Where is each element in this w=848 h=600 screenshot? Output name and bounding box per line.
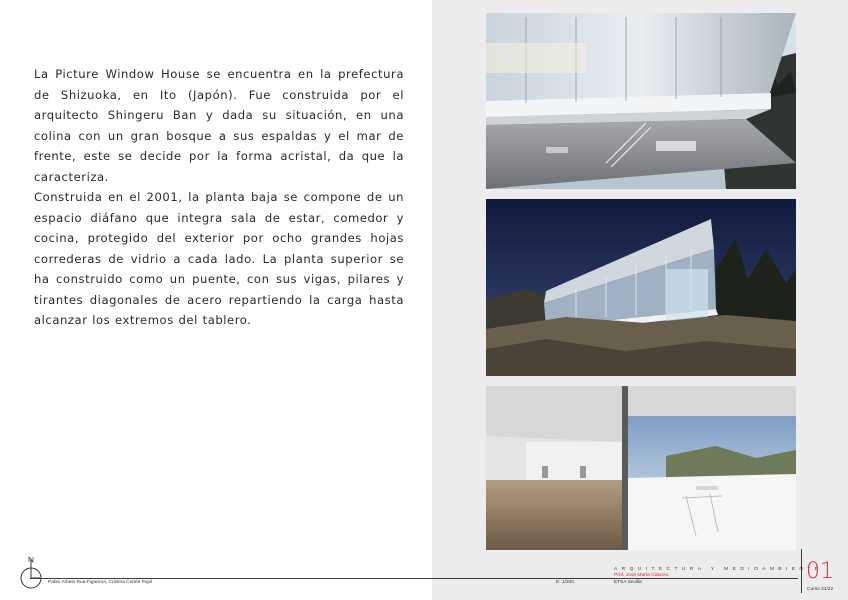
- north-compass-icon: [18, 556, 44, 590]
- professor-label: Prof. José María Cabeza: [614, 573, 669, 578]
- school-label: ETSA Sevilla: [614, 580, 642, 585]
- description-text: [34, 64, 404, 331]
- scale-label: E: 1/200: [556, 580, 574, 585]
- photo-exterior-hill: [486, 199, 796, 376]
- course-label: Curso 21/22: [807, 587, 834, 592]
- photo-interior-terrace: [486, 386, 796, 550]
- subject-label: ARQUITECTURA Y MEDIOAMBIENTE: [614, 567, 823, 572]
- authors-label: Pablo Arbelo Rua-Figueroa, Cristina Cortés Pujol: [48, 580, 153, 585]
- footer-rule: [30, 578, 798, 579]
- paragraph-1: La Picture Window House se encuentra en la prefectura de Shizuoka, en Ito (Japón). Fue construida por el arquitecto Shingeru Ban y dada su situación, en una colina con un gran bosque a sus espaldas y el mar de frente, este se decide por la forma acristal, da que la caracteriza.: [34, 67, 404, 184]
- paragraph-2: Construida en el 2001, la planta baja se compone de un espacio diáfano que integra sala de estar, comedor y cocina, protegido del exterior por ocho grandes hojas correderas de vidrio a cada lado. La planta superior se ha construido como un puente, con sus vigas, pilares y tirantes diagonales de acero repartiendo la carga hasta alcanzar los extremos del tablero.: [34, 190, 404, 327]
- photo-interior-terrace-image: [486, 386, 796, 550]
- photo-exterior-dusk: [486, 13, 796, 189]
- page-number: 01: [806, 559, 834, 584]
- photo-exterior-dusk-image: [486, 13, 796, 189]
- photo-exterior-hill-image: [486, 199, 796, 376]
